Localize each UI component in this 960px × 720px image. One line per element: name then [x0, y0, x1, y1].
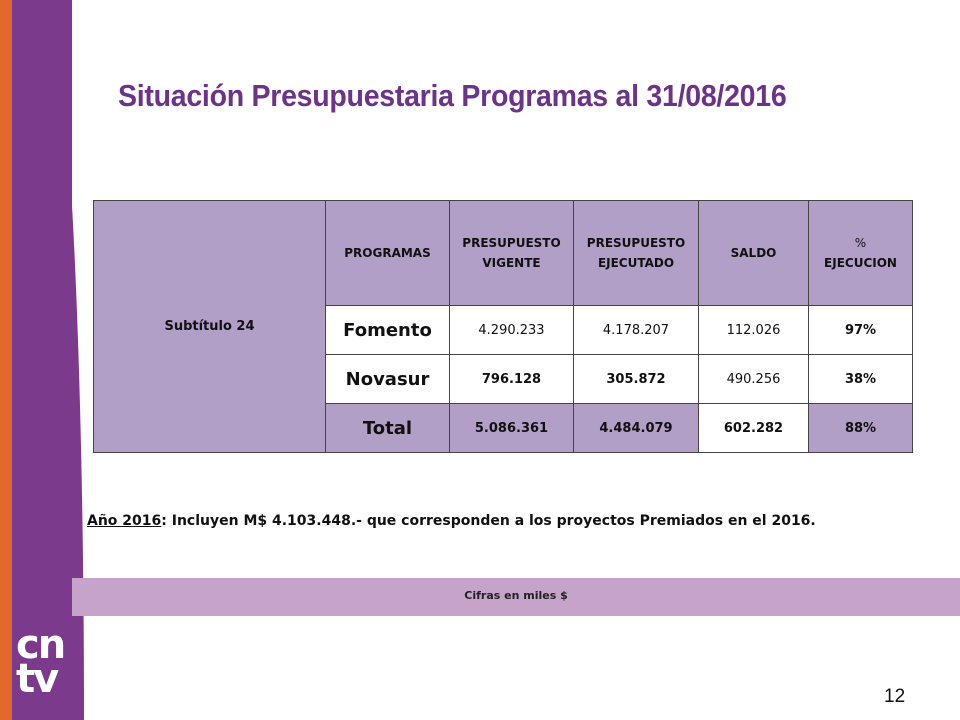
- table-header-row: [94, 201, 913, 306]
- vigente-cell: 5.086.361: [450, 404, 574, 453]
- programa-cell: Fomento: [326, 306, 450, 355]
- cntv-logo: [16, 622, 72, 702]
- pct-cell: 88%: [809, 404, 913, 453]
- note-text: : Incluyen M$ 4.103.448.- que corresponden a los proyectos Premiados en el 2016.: [161, 513, 816, 529]
- saldo-cell: 112.026: [699, 306, 809, 355]
- budget-table: [93, 200, 913, 453]
- saldo-cell: 602.282: [699, 404, 809, 453]
- header-pct-symbol: %: [854, 236, 867, 250]
- ejecutado-cell: 4.484.079: [574, 404, 699, 453]
- logo-line-2: tv: [16, 656, 58, 702]
- pct-cell: 97%: [809, 306, 913, 355]
- header-pct-ejecucion: [809, 201, 913, 306]
- pct-cell: 38%: [809, 355, 913, 404]
- header-programas: PROGRAMAS: [326, 201, 450, 306]
- programa-cell: Total: [326, 404, 450, 453]
- subtitle-cell: Subtítulo 24: [94, 201, 326, 453]
- header-presupuesto-ejecutado: PRESUPUESTO EJECUTADO: [574, 201, 699, 306]
- budget-note: [87, 513, 816, 529]
- saldo-cell: 490.256: [699, 355, 809, 404]
- note-year: Año 2016: [87, 513, 162, 529]
- header-presupuesto-vigente: PRESUPUESTO VIGENTE: [450, 201, 574, 306]
- ejecutado-cell: 305.872: [574, 355, 699, 404]
- page-number: 12: [884, 686, 906, 707]
- logo-line-1: cn: [16, 622, 65, 668]
- slide-title: Situación Presupuestaria Programas al 31/08/2016: [118, 78, 787, 113]
- left-orange-stripe: [0, 0, 12, 720]
- footer-band: [72, 578, 960, 616]
- header-pct-label: EJECUCION: [824, 256, 897, 270]
- programa-cell: Novasur: [326, 355, 450, 404]
- vigente-cell: 4.290.233: [450, 306, 574, 355]
- vigente-cell: 796.128: [450, 355, 574, 404]
- footer-band-text: Cifras en miles $: [464, 589, 568, 602]
- header-saldo: SALDO: [699, 201, 809, 306]
- ejecutado-cell: 4.178.207: [574, 306, 699, 355]
